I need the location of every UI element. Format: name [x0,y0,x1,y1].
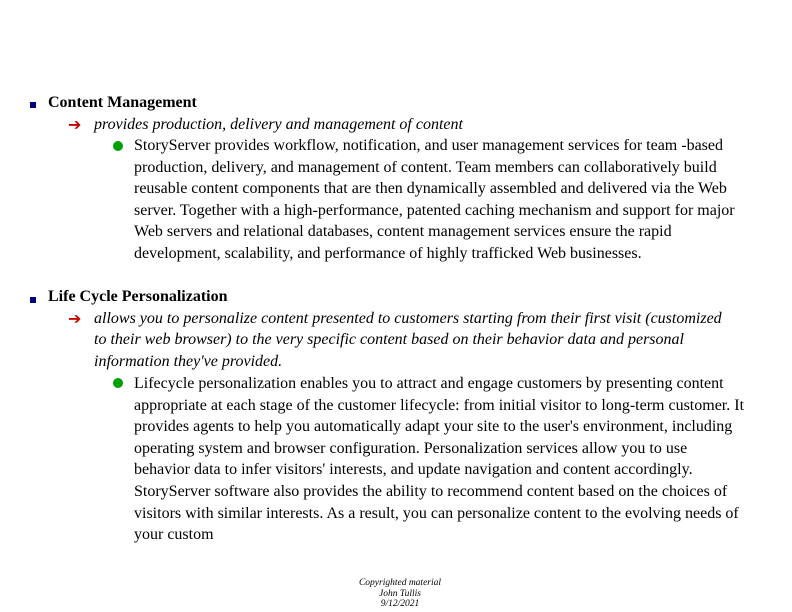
copyright-footer [300,578,500,610]
section-title-content-management: Content Management [48,94,197,111]
footer-date: 9/12/2021 [380,599,420,609]
section-summary-life-cycle-personalization: allows you to personalize content presented to customers starting from their first visit (customized to their web browser) to the very specific content based on their behavior data and personal information they've provided. [94,310,722,370]
round-bullet-icon [113,141,123,151]
section-title-life-cycle-personalization: Life Cycle Personalization [48,288,228,305]
section-detail-life-cycle-personalization: Lifecycle personalization enables you to attract and engage customers by presenting content appropriate at each stage of the customer lifecycle: from initial visitor to long-term customer. It provides agents to help you automatically adapt your site to the user's environment, including operating system and browser configuration. Personalization services allow you to use behavior data to infer visitors' interests, and update navigation and content accordingly. StoryServer software also provides the ability to recommend content based on the choices of visitors with similar interests. As a result, you can personalize content to the evolving needs of your custom [134,375,745,544]
round-bullet-icon [113,378,123,388]
section-summary-content-management: provides production, delivery and management of content [94,116,463,133]
footer-author: John Tullis [379,588,421,599]
right-arrow-icon: ➔ [68,115,82,134]
square-bullet-icon [30,102,36,108]
square-bullet-icon [30,297,36,303]
section-detail-content-management: StoryServer provides workflow, notification, and user management services for team -based production, delivery, and management of content. Team members can collaboratively build reusable content components that are then dynamically assembled and delivered via the Web server. Together with a high-performance, patented caching mechanism and support for major Web servers and relational databases, content management services ensure the rapid development, scalability, and performance of highly trafficked Web businesses. [134,137,735,262]
footer-copyright: Copyrighted material [358,578,442,588]
right-arrow-icon: ➔ [68,309,82,328]
